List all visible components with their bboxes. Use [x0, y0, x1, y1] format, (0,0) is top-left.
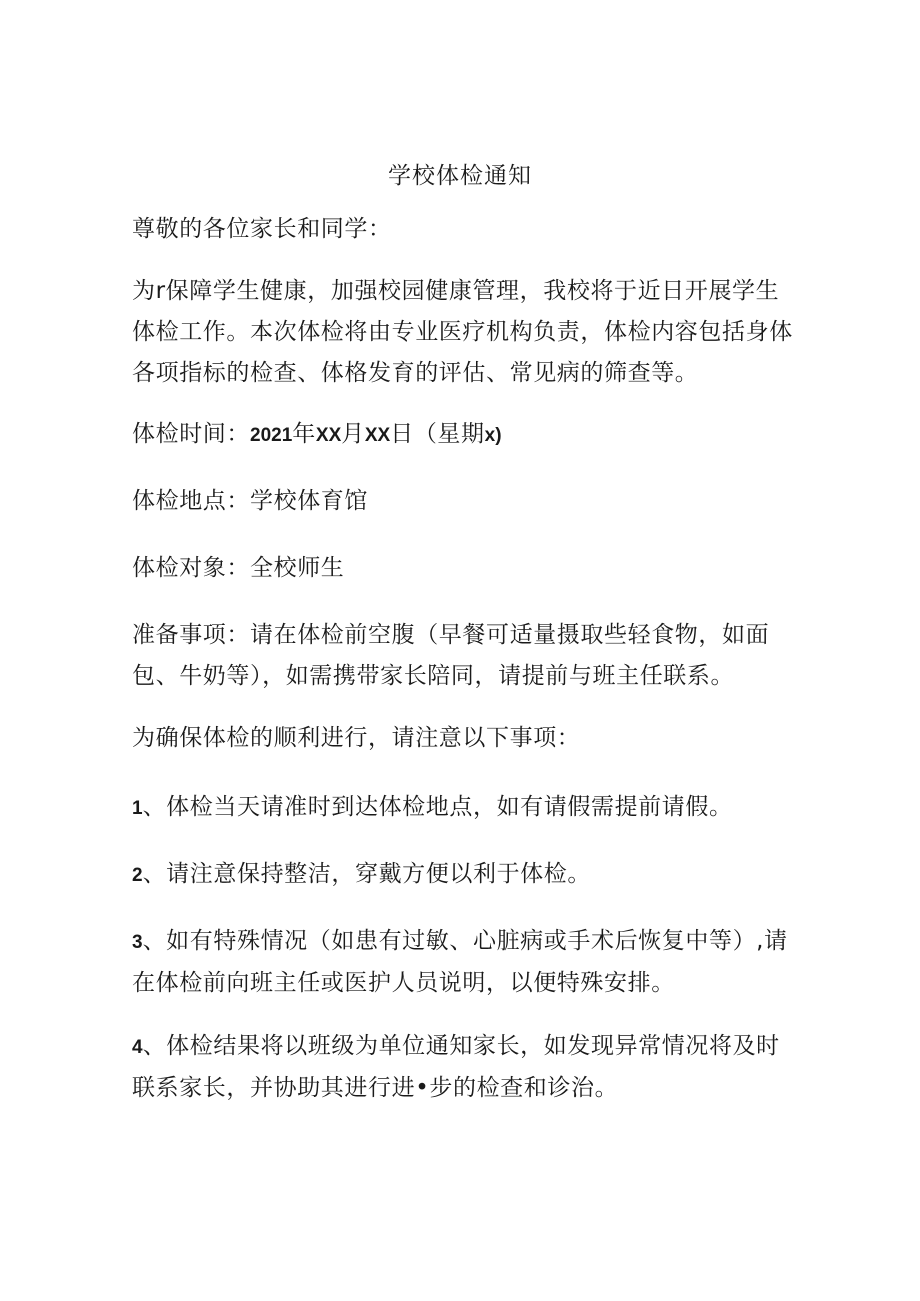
exam-month: XX: [315, 425, 342, 446]
greeting: 尊敬的各位家长和同学：: [132, 216, 392, 242]
preparation-paragraph: 准备事项：请在体检前空腹（早餐可适量摄取些轻食物，如面包、牛奶等），如需携带家长陪同，请提前与班主任联系。: [132, 622, 770, 689]
list-item-text: 、如有特殊情况（如患有过敏、心脏病或手术后恢复中等）,请在体检前向班主任或医护人员说明，以便特殊安排。: [132, 928, 788, 996]
exam-year-unit: 年: [292, 421, 316, 447]
page-title: 学校体检通知: [388, 163, 532, 189]
exam-time-label: 体检时间：: [132, 421, 250, 447]
exam-year: 2021: [250, 425, 293, 446]
exam-location: 体检地点：学校体育馆: [132, 488, 368, 514]
exam-audience: 体检对象：全校师生: [132, 555, 345, 581]
list-item: [132, 787, 794, 829]
exam-time: [132, 414, 794, 456]
list-item-number: 3: [132, 932, 143, 953]
list-item-text: 、体检结果将以班级为单位通知家长，如发现异常情况将及时联系家长，并协助其进行进•步的检查和诊治。: [132, 1033, 780, 1101]
list-item: [132, 1026, 794, 1109]
intro-paragraph: 为r保障学生健康，加强校园健康管理，我校将于近日开展学生体检工作。本次体检将由专业医疗机构负责，体检内容包括身体各项指标的检查、体格发育的评估、常见病的筛查等。: [132, 278, 793, 386]
list-item-number: 1: [132, 798, 143, 819]
exam-day: XX: [364, 425, 391, 446]
notice-intro: 为确保体检的顺利进行，请注意以下事项：: [132, 725, 581, 751]
list-item-number: 2: [132, 865, 143, 886]
exam-weekday: x): [484, 425, 502, 446]
exam-day-unit: 日（星期: [390, 421, 485, 447]
list-item-number: 4: [132, 1037, 143, 1058]
list-item: [132, 854, 794, 896]
exam-month-unit: 月: [341, 421, 365, 447]
list-item: [132, 921, 794, 1004]
list-item-text: 、请注意保持整洁，穿戴方便以利于体检。: [142, 861, 591, 887]
list-item-text: 、体检当天请准时到达体检地点，如有请假需提前请假。: [142, 794, 733, 820]
